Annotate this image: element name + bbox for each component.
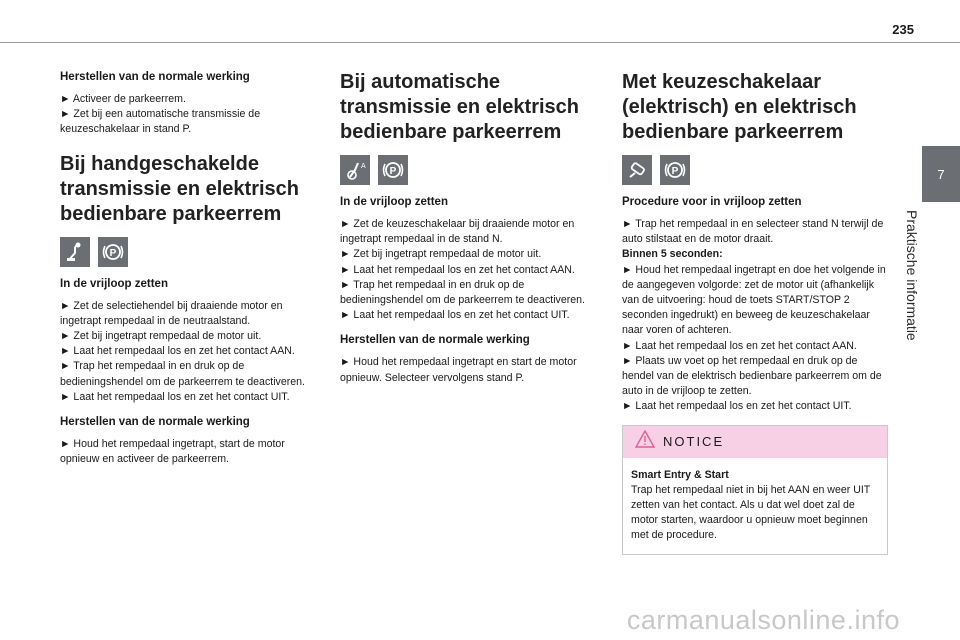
instruction-paragraph <box>622 217 888 247</box>
instruction-step: ► Trap het rempedaal in en selecteer stand N terwijl de auto stilstaat en de motor draait. <box>622 218 884 246</box>
instruction-step: ► Zet bij een automatische transmissie de keuzeschakelaar in stand P. <box>60 108 261 136</box>
svg-text:P: P <box>389 166 397 177</box>
instruction-step: ► Houd het rempedaal ingetrapt en doe het volgende in de aangegeven volgorde: zet de motor uit (afhankelijk van de uitvoering: houd de toets START/STOP 2 seconden ingedrukt) en beweeg de keuzeschakelaar naar voren of achteren. <box>622 263 886 337</box>
warning-triangle-icon <box>635 430 655 453</box>
chapter-title-vertical <box>902 210 924 370</box>
svg-text:P: P <box>671 166 679 177</box>
section-heading: Herstellen van de normale werking <box>340 334 530 347</box>
icon-row <box>340 155 598 185</box>
instruction-step: ► Activeer de parkeerrem. <box>60 93 186 105</box>
svg-text:A: A <box>361 163 366 170</box>
parking-brake-icon <box>378 155 408 185</box>
instruction-step: ► Houd het rempedaal ingetrapt en start de motor opnieuw. Selecteer vervolgens stand P. <box>340 356 577 384</box>
parking-brake-icon <box>660 155 690 185</box>
instruction-step: ► Laat het rempedaal los en zet het contact UIT. <box>622 400 852 413</box>
notice-box <box>622 425 888 555</box>
section-heading: In de vrijloop zetten <box>60 277 168 290</box>
notice-label: NOTICE <box>663 434 725 450</box>
instruction-paragraph <box>340 217 598 323</box>
column-electric-selector <box>622 70 888 555</box>
instruction-step: ► Laat het rempedaal los en zet het contact AAN. <box>622 339 857 352</box>
chapter-title: Praktische informatie <box>904 210 920 341</box>
instruction-paragraph <box>60 299 318 405</box>
instruction-step: ► Zet de selectiehendel bij draaiende motor en ingetrapt rempedaal in de neutraalstand. <box>60 299 283 327</box>
instruction-step: ► Trap het rempedaal in en druk op de bedieningshendel om de parkeerrem te deactiveren. <box>340 278 585 307</box>
section-heading: Herstellen van de normale werking <box>60 416 250 429</box>
instruction-step: ► Houd het rempedaal ingetrapt, start de motor opnieuw en activeer de parkeerrem. <box>60 438 285 466</box>
notice-title: Smart Entry & Start <box>631 468 729 481</box>
electric-selector-icon <box>622 155 652 185</box>
notice-header <box>623 426 887 458</box>
instruction-step: ► Zet de keuzeschakelaar bij draaiende motor en ingetrapt rempedaal in de stand N. <box>340 218 575 246</box>
section-heading: Herstellen van de normale werking <box>60 71 250 83</box>
instruction-step: ► Trap het rempedaal in en druk op de bedieningshendel om de parkeerrem te deactiveren. <box>60 360 305 388</box>
instruction-step: ► Laat het rempedaal los en zet het contact UIT. <box>340 309 570 322</box>
instruction-paragraph <box>60 92 318 138</box>
parking-brake-icon <box>98 237 128 267</box>
icon-row <box>60 237 318 267</box>
svg-text:P: P <box>109 247 117 259</box>
instruction-step: ► Plaats uw voet op het rempedaal en druk op de hendel van de elektrisch bedienbare parkeerrem om de auto in de vrijloop te zetten. <box>622 354 882 398</box>
page-number: 235 <box>892 22 914 37</box>
watermark: carmanualsonline.info <box>626 605 900 635</box>
manual-gearbox-icon <box>60 237 90 267</box>
instruction-paragraph <box>622 263 888 415</box>
column-manual-transmission <box>60 70 318 477</box>
instruction-step: ► Laat het rempedaal los en zet het contact AAN. <box>60 345 295 358</box>
instruction-step: ► Laat het rempedaal los en zet het contact UIT. <box>60 390 290 403</box>
instruction-paragraph <box>60 437 318 467</box>
section-title: Bij handgeschakelde transmissie en elektrisch bedienbare parkeerrem <box>60 152 300 225</box>
automatic-gearbox-icon <box>340 155 370 185</box>
chapter-tab[interactable] <box>922 146 960 202</box>
notice-text: Trap het rempedaal niet in bij het AAN en weer UIT zetten van het contact. Als u dat wel doet zal de motor starten, waardoor u opnieuw moet beginnen met de procedure. <box>631 483 871 542</box>
chapter-number: 7 <box>937 166 945 182</box>
notice-body <box>623 458 887 554</box>
instruction-step: ► Zet bij ingetrapt rempedaal de motor uit. <box>60 330 262 343</box>
header-divider <box>0 42 960 43</box>
column-automatic-transmission <box>340 70 598 396</box>
section-title: Bij automatische transmissie en elektrisch bedienbare parkeerrem <box>340 71 580 143</box>
section-heading: In de vrijloop zetten <box>340 196 448 208</box>
icon-row <box>622 155 888 185</box>
section-title: Met keuzeschakelaar (elektrisch) en elektrisch bedienbare parkeerrem <box>622 71 857 143</box>
instruction-step: ► Zet bij ingetrapt rempedaal de motor uit. <box>340 248 542 261</box>
instruction-paragraph <box>340 355 598 385</box>
bold-note: Binnen 5 seconden: <box>622 248 723 261</box>
instruction-step: ► Laat het rempedaal los en zet het contact AAN. <box>340 263 575 276</box>
section-heading: Procedure voor in vrijloop zetten <box>622 196 802 208</box>
